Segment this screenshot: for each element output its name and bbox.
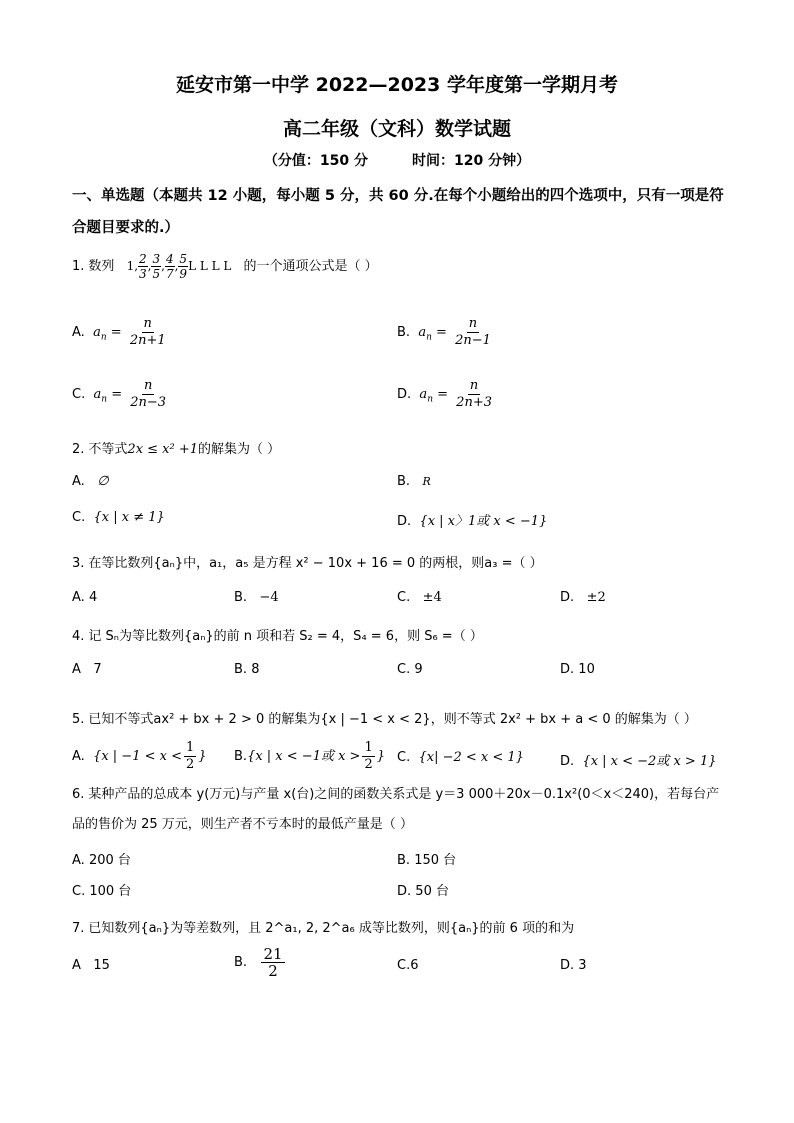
question-7: 7. 已知数列{aₙ}为等差数列，且 2^a₁, 2, 2^a₆ 成等比数列，则{aₙ}的前 6 项的和为 bbox=[72, 921, 575, 936]
q6-option-d[interactable]: D. 50 台 bbox=[397, 884, 449, 899]
q2-option-d[interactable]: D. {x | x〉1或 x < −1} bbox=[397, 514, 548, 529]
q3-option-b[interactable]: B. −4 bbox=[234, 590, 279, 605]
q6-option-c[interactable]: C. 100 台 bbox=[72, 884, 132, 899]
q4-option-d[interactable]: D. 10 bbox=[560, 662, 595, 677]
question-2: 2. 不等式2x ≤ x² +1的解集为（ ） bbox=[72, 442, 281, 457]
q5-option-c[interactable]: C. {x| −2 < x < 1} bbox=[397, 750, 524, 765]
q1-option-d[interactable]: D. $a_n$ = $\frac{n}{2n+3}$ bbox=[397, 378, 492, 410]
q5-option-d[interactable]: D. {x | x < −2或 x > 1} bbox=[560, 754, 717, 769]
q1-option-b[interactable]: B. $a_n$ = $\frac{n}{2n-1}$ bbox=[397, 316, 491, 348]
time-info: 时间：120 分钟） bbox=[412, 153, 531, 169]
question-3: 3. 在等比数列{aₙ}中，a₁，a₅ 是方程 x² − 10x + 16 = 0 的两根，则a₃ =（ ） bbox=[72, 556, 543, 571]
exam-title: 延安市第一中学 2022—2023 学年度第一学期月考 bbox=[176, 74, 618, 96]
q5-option-a[interactable]: A. {x | −1 < x < $\frac{1}{2}$ } bbox=[72, 740, 207, 772]
q4-option-a[interactable]: A 7 bbox=[72, 662, 102, 677]
q7-option-d[interactable]: D. 3 bbox=[560, 958, 587, 973]
q6-option-a[interactable]: A. 200 台 bbox=[72, 853, 131, 868]
question-5: 5. 已知不等式ax² + bx + 2 > 0 的解集为{x | −1 < x < 2}，则不等式 2x² + bx + a < 0 的解集为（ ） bbox=[72, 712, 697, 727]
section-heading: 一、单选题（本题共 12 小题，每小题 5 分，共 60 分.在每个小题给出的四个选项中，只有一项是符合题目要求的.） bbox=[72, 188, 724, 236]
q2-option-c[interactable]: C. {x | x ≠ 1} bbox=[72, 510, 165, 525]
q7-option-b[interactable]: B. $\frac{21}{2}$ bbox=[234, 945, 283, 980]
q3-option-a[interactable]: A. 4 bbox=[72, 590, 98, 605]
question-6: 6. 某种产品的总成本 y(万元)与产量 x(台)之间的函数关系式是 y＝3 000＋20x－0.1x²(0＜x＜240)，若每台产品的售价为 25 万元，则生产者不亏本时的最低产量是（ ） bbox=[72, 787, 720, 832]
q2-option-b[interactable]: B. R bbox=[397, 474, 431, 489]
q4-option-c[interactable]: C. 9 bbox=[397, 662, 423, 677]
q4-option-b[interactable]: B. 8 bbox=[234, 662, 260, 677]
q1-option-c[interactable]: C. $a_n$ = $\frac{n}{2n-3}$ bbox=[72, 378, 167, 410]
exam-subtitle: 高二年级（文科）数学试题 bbox=[282, 118, 511, 140]
q1-option-a[interactable]: A. $a_n$ = $\frac{n}{2n+1}$ bbox=[72, 316, 166, 348]
exam-info bbox=[0, 150, 794, 170]
q7-option-a[interactable]: A 15 bbox=[72, 958, 110, 973]
q2-option-a[interactable]: A. ∅ bbox=[72, 474, 109, 489]
q6-option-b[interactable]: B. 150 台 bbox=[397, 853, 457, 868]
question-4: 4. 记 Sₙ为等比数列{aₙ}的前 n 项和若 S₂ = 4，S₄ = 6，则 S₆ =（ ） bbox=[72, 629, 483, 644]
q3-option-c[interactable]: C. ±4 bbox=[397, 590, 442, 605]
question-1: 1. 数列 1, $\frac{2}{3}$ , $\frac{3}{5}$ , $\frac{4}{7}$ , $\frac{5}{9}$ L L L L 的一个通项公式是（ ） bbox=[72, 252, 378, 281]
score-info: （分值：150 分 bbox=[263, 153, 368, 169]
sequence: 1, $\frac{2}{3}$ , $\frac{3}{5}$ , $\frac{4}{7}$ , $\frac{5}{9}$ L L L L bbox=[126, 252, 232, 281]
q7-option-c[interactable]: C.6 bbox=[397, 958, 419, 973]
q5-option-b[interactable]: B.{x | x < −1或 x > $\frac{1}{2}$ } bbox=[234, 740, 386, 772]
q3-option-d[interactable]: D. ±2 bbox=[560, 590, 606, 605]
